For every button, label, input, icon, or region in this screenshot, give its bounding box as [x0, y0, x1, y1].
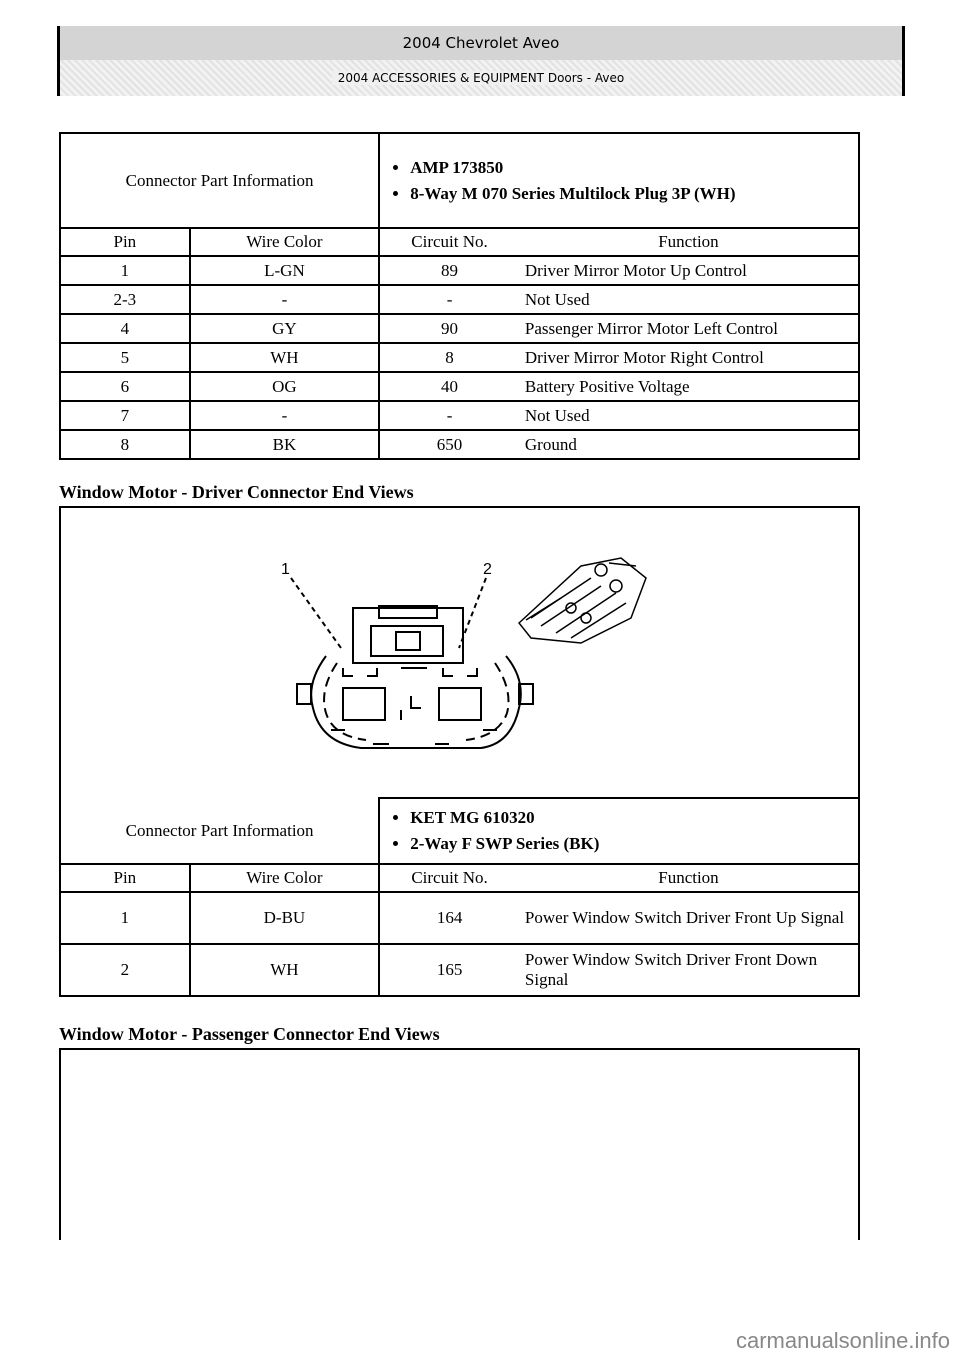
- table-row: [60, 430, 859, 459]
- cell-function: Driver Mirror Motor Right Control: [519, 343, 859, 372]
- cell-circuit: 89: [379, 256, 519, 285]
- mirror-connector-table: [59, 132, 860, 460]
- page-header: [57, 26, 905, 96]
- cell-circuit: 164: [379, 892, 519, 944]
- table-row: [60, 944, 859, 996]
- cell-pin: 5: [60, 343, 190, 372]
- driver-section-title: Window Motor - Driver Connector End Views: [59, 482, 414, 502]
- cell-function: Passenger Mirror Motor Left Control: [519, 314, 859, 343]
- cell-function: Driver Mirror Motor Up Control: [519, 256, 859, 285]
- cell-wire-color: BK: [190, 430, 380, 459]
- cell-function: Power Window Switch Driver Front Down Signal: [519, 944, 859, 996]
- header-wire-color: Wire Color: [190, 228, 380, 256]
- cell-circuit: 650: [379, 430, 519, 459]
- connector-end-view-drawing: [61, 508, 858, 798]
- table-row: [60, 256, 859, 285]
- cell-wire-color: GY: [190, 314, 380, 343]
- cell-wire-color: WH: [190, 944, 380, 996]
- table-row: [60, 343, 859, 372]
- header-wire-color: Wire Color: [190, 864, 380, 892]
- document-subtitle-bar: [57, 60, 905, 96]
- cell-pin: 7: [60, 401, 190, 430]
- driver-connector-table: [59, 797, 860, 997]
- header-function: Function: [519, 864, 859, 892]
- cell-wire-color: -: [190, 285, 380, 314]
- cell-circuit: 40: [379, 372, 519, 401]
- document-subtitle: 2004 ACCESSORIES & EQUIPMENT Doors - Aveo: [332, 71, 630, 85]
- header-pin: Pin: [60, 228, 190, 256]
- cell-function: Not Used: [519, 401, 859, 430]
- part-info-item: • KET MG 610320: [410, 808, 852, 828]
- cell-wire-color: WH: [190, 343, 380, 372]
- part-info-cell: [379, 133, 859, 228]
- document-title: 2004 Chevrolet Aveo: [57, 26, 905, 60]
- cell-circuit: -: [379, 285, 519, 314]
- passenger-section-title: Window Motor - Passenger Connector End Views: [59, 1024, 440, 1044]
- table-row: [60, 892, 859, 944]
- header-function: Function: [519, 228, 859, 256]
- part-info-label: Connector Part Information: [60, 798, 379, 864]
- cell-function: Power Window Switch Driver Front Up Signal: [519, 892, 859, 944]
- part-info-item: • AMP 173850: [410, 158, 852, 178]
- cell-pin: 8: [60, 430, 190, 459]
- passenger-connector-figure: [59, 1048, 860, 1240]
- cell-pin: 2: [60, 944, 190, 996]
- header-circuit: Circuit No.: [379, 228, 519, 256]
- watermark: carmanualsonline.info: [735, 1328, 950, 1353]
- cell-pin: 4: [60, 314, 190, 343]
- cell-pin: 1: [60, 256, 190, 285]
- header-circuit: Circuit No.: [379, 864, 519, 892]
- table-row: [60, 314, 859, 343]
- cell-circuit: 165: [379, 944, 519, 996]
- part-info-label: Connector Part Information: [60, 133, 379, 228]
- cell-wire-color: D-BU: [190, 892, 380, 944]
- cell-circuit: 90: [379, 314, 519, 343]
- cell-wire-color: OG: [190, 372, 380, 401]
- cell-function: Battery Positive Voltage: [519, 372, 859, 401]
- callout-label: 2: [483, 561, 492, 578]
- cell-circuit: 8: [379, 343, 519, 372]
- cell-pin: 6: [60, 372, 190, 401]
- part-info-cell: [379, 798, 859, 864]
- table-row: [60, 285, 859, 314]
- cell-wire-color: L-GN: [190, 256, 380, 285]
- cell-function: Not Used: [519, 285, 859, 314]
- cell-pin: 2-3: [60, 285, 190, 314]
- part-info-item: • 2-Way F SWP Series (BK): [410, 834, 852, 854]
- cell-circuit: -: [379, 401, 519, 430]
- callout-label: 1: [281, 561, 290, 578]
- header-pin: Pin: [60, 864, 190, 892]
- table-row: [60, 401, 859, 430]
- cell-pin: 1: [60, 892, 190, 944]
- part-info-item: • 8-Way M 070 Series Multilock Plug 3P (WH): [410, 184, 852, 204]
- cell-wire-color: -: [190, 401, 380, 430]
- driver-connector-figure: [59, 506, 860, 798]
- table-row: [60, 372, 859, 401]
- callout-leader: [291, 578, 341, 648]
- cell-function: Ground: [519, 430, 859, 459]
